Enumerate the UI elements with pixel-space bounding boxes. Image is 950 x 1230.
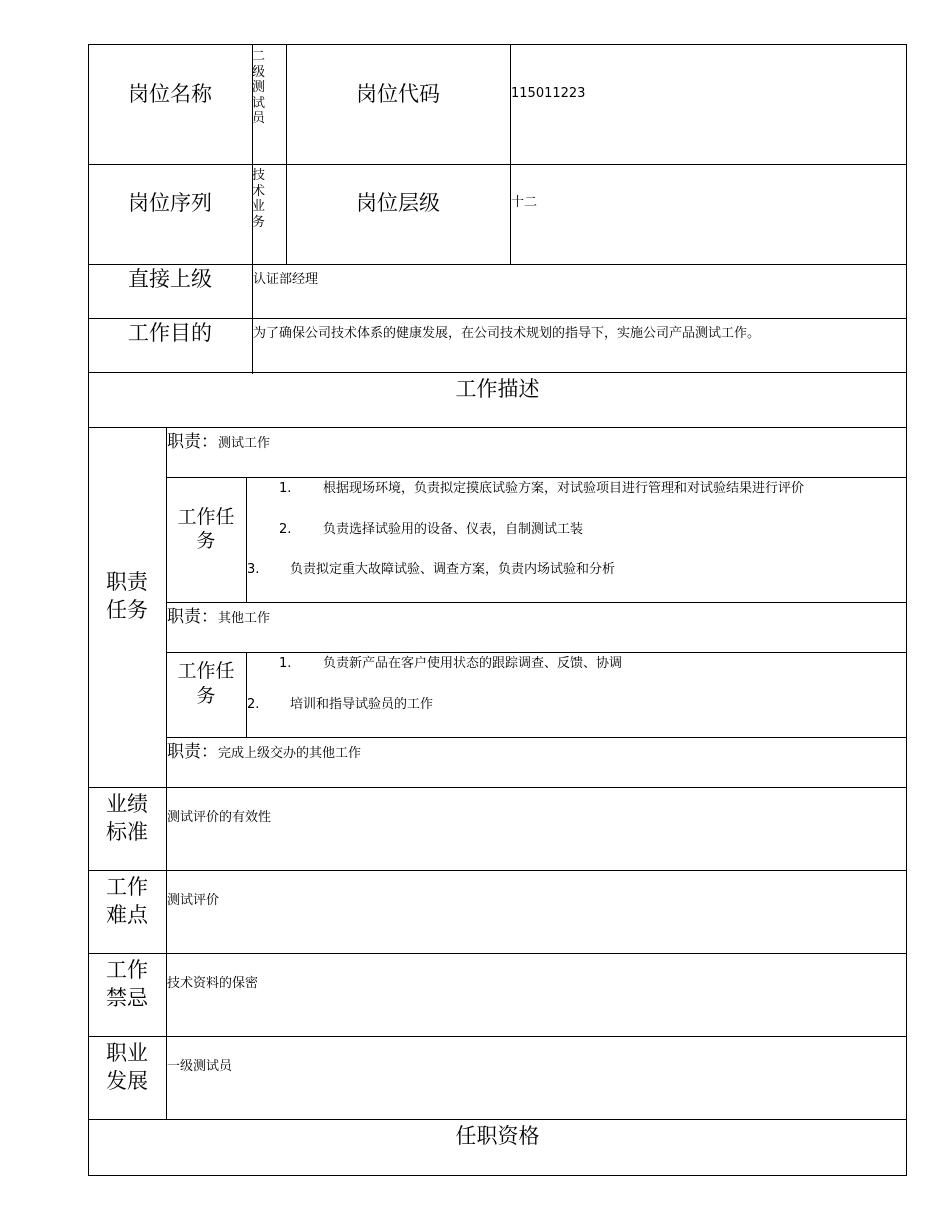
divider	[88, 1119, 907, 1120]
post-level-label: 岗位层级	[356, 191, 440, 215]
post-level-value: 十二	[511, 195, 538, 210]
post-code-value: 115011223	[511, 86, 586, 101]
career-label-line1: 职业	[106, 1041, 148, 1065]
divider	[88, 787, 907, 788]
purpose-value: 为了确保公司技术体系的健康发展，在公司技术规划的指导下，实施公司产品测试工作。	[253, 326, 761, 341]
difficulty-label-line2: 难点	[106, 903, 148, 927]
post-name-label: 岗位名称	[128, 82, 212, 106]
qualification-title: 任职资格	[455, 1124, 540, 1148]
divider	[166, 652, 907, 653]
divider	[88, 1036, 907, 1037]
post-name-value: 二级测试员	[252, 49, 266, 126]
divider	[88, 372, 907, 373]
duty-title: 完成上级交办的其他工作	[218, 746, 362, 761]
duty-row	[167, 432, 270, 452]
duty-prefix: 职责：	[167, 742, 218, 762]
divider	[166, 602, 907, 603]
task-label-line2: 务	[196, 530, 216, 552]
task-item: 培训和指导试验员的工作	[290, 697, 434, 712]
task-number: 3.	[247, 562, 260, 577]
duty-prefix: 职责：	[167, 607, 218, 627]
task-item: 负责新产品在客户使用状态的跟踪调查、反馈、协调	[323, 656, 623, 671]
task-number: 1.	[279, 656, 292, 671]
divider	[510, 44, 511, 265]
supervisor-value: 认证部经理	[253, 272, 319, 287]
duty-title: 测试工作	[218, 436, 271, 451]
performance-value: 测试评价的有效性	[167, 810, 272, 825]
performance-label-line2: 标准	[106, 820, 148, 844]
post-code-label: 岗位代码	[356, 82, 440, 106]
divider	[246, 477, 247, 603]
supervisor-label: 直接上级	[128, 267, 212, 291]
divider	[286, 44, 287, 265]
duty-prefix: 职责：	[167, 432, 218, 452]
post-sequence-value: 技术业务	[252, 168, 266, 230]
divider	[88, 164, 907, 165]
divider	[166, 737, 907, 738]
duty-side-label-line2: 任务	[106, 598, 148, 622]
divider	[88, 953, 907, 954]
task-number: 2.	[247, 697, 260, 712]
taboo-label-line1: 工作	[106, 958, 148, 982]
divider	[88, 318, 907, 319]
work-description-title: 工作描述	[455, 377, 540, 401]
task-label-line1: 工作任	[177, 660, 235, 682]
divider	[246, 652, 247, 738]
taboo-label-line2: 禁忌	[106, 986, 148, 1010]
task-number: 2.	[279, 522, 292, 537]
duty-title: 其他工作	[218, 611, 271, 626]
divider	[88, 870, 907, 871]
duty-side-label-line1: 职责	[106, 570, 148, 594]
duty-row	[167, 607, 270, 627]
divider	[88, 264, 907, 265]
task-label-line1: 工作任	[177, 506, 235, 528]
post-sequence-label: 岗位序列	[128, 191, 212, 215]
career-value: 一级测试员	[167, 1059, 233, 1074]
divider	[88, 427, 907, 428]
duty-row	[167, 742, 361, 762]
task-item: 根据现场环境，负责拟定摸底试验方案，对试验项目进行管理和对试验结果进行评价	[323, 481, 805, 496]
task-label-line2: 务	[196, 685, 216, 707]
task-item: 负责拟定重大故障试验、调查方案，负责内场试验和分析	[290, 562, 616, 577]
purpose-label: 工作目的	[128, 321, 212, 345]
task-number: 1.	[279, 481, 292, 496]
difficulty-label-line1: 工作	[106, 875, 148, 899]
divider	[166, 477, 907, 478]
difficulty-value: 测试评价	[167, 893, 220, 908]
career-label-line2: 发展	[106, 1069, 148, 1093]
taboo-value: 技术资料的保密	[167, 976, 259, 991]
task-item: 负责选择试验用的设备、仪表，自制测试工装	[323, 522, 584, 537]
performance-label-line1: 业绩	[106, 792, 148, 816]
